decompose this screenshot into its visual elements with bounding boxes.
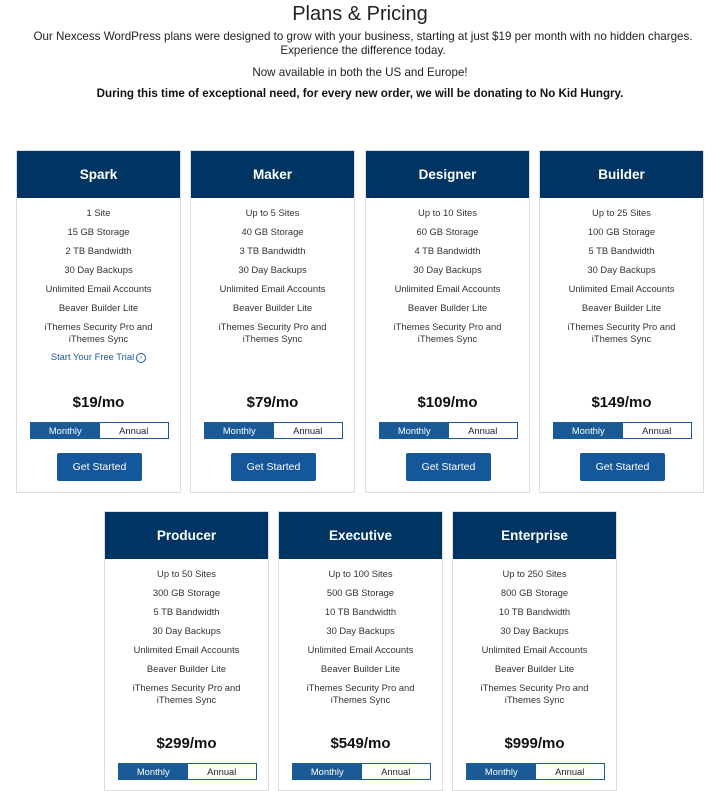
feature-bandwidth: 5 TB Bandwidth [588,245,655,256]
get-started-button[interactable]: Get Started [231,453,316,481]
feature-builder: Beaver Builder Lite [232,302,313,313]
billing-toggle[interactable] [466,763,605,780]
feature-email: Unlimited Email Accounts [481,644,588,655]
feature-storage: 500 GB Storage [326,587,395,598]
page-title: Plans & Pricing [292,3,428,25]
feature-security: iThemes Security Pro and iThemes Sync [132,682,241,705]
feature-list [366,207,529,351]
feature-bandwidth: 2 TB Bandwidth [65,245,132,256]
plan-price: $549/mo [330,735,391,752]
feature-builder: Beaver Builder Lite [581,302,662,313]
feature-backups: 30 Day Backups [326,625,395,636]
feature-list [453,568,616,712]
billing-toggle[interactable] [118,763,257,780]
feature-builder: Beaver Builder Lite [146,663,227,674]
feature-backups: 30 Day Backups [587,264,656,275]
billing-annual-option[interactable]: Annual [362,764,431,779]
billing-monthly-option[interactable]: Monthly [119,764,188,779]
intro-section [0,0,720,100]
feature-security: iThemes Security Pro and iThemes Sync [567,321,676,344]
feature-storage: 40 GB Storage [241,226,304,237]
plan-price: $109/mo [417,394,478,411]
availability-text: Now available in both the US and Europe! [252,66,468,79]
billing-monthly-option[interactable]: Monthly [467,764,536,779]
feature-sites: Up to 50 Sites [157,568,216,579]
get-started-button[interactable]: Get Started [406,453,491,481]
billing-toggle[interactable] [204,422,343,439]
feature-backups: 30 Day Backups [64,264,133,275]
feature-security: iThemes Security Pro and iThemes Sync [218,321,327,344]
feature-sites: Up to 5 Sites [245,207,300,218]
billing-annual-option[interactable]: Annual [623,423,692,438]
feature-security: iThemes Security Pro and iThemes Sync [306,682,415,705]
plan-name: Executive [279,512,442,559]
billing-monthly-option[interactable]: Monthly [293,764,362,779]
billing-annual-option[interactable]: Annual [449,423,518,438]
plan-card-enterprise [452,511,617,791]
feature-storage: 60 GB Storage [416,226,479,237]
billing-toggle[interactable] [553,422,692,439]
billing-annual-option[interactable]: Annual [100,423,169,438]
feature-sites: Up to 10 Sites [418,207,477,218]
feature-list [105,568,268,712]
plan-price: $79/mo [246,394,299,411]
feature-bandwidth: 3 TB Bandwidth [239,245,306,256]
billing-annual-option[interactable]: Annual [536,764,605,779]
plan-card-executive [278,511,443,791]
feature-storage: 800 GB Storage [500,587,569,598]
plan-name: Builder [540,151,703,198]
feature-email: Unlimited Email Accounts [568,283,675,294]
feature-email: Unlimited Email Accounts [307,644,414,655]
feature-backups: 30 Day Backups [413,264,482,275]
plan-price: $299/mo [156,735,217,752]
plan-name: Spark [17,151,180,198]
feature-email: Unlimited Email Accounts [45,283,152,294]
feature-bandwidth: 10 TB Bandwidth [324,606,397,617]
feature-list [279,568,442,712]
plan-name: Producer [105,512,268,559]
billing-toggle[interactable] [30,422,169,439]
billing-monthly-option[interactable]: Monthly [205,423,274,438]
feature-backups: 30 Day Backups [152,625,221,636]
feature-bandwidth: 4 TB Bandwidth [414,245,481,256]
billing-annual-option[interactable]: Annual [274,423,343,438]
get-started-button[interactable]: Get Started [580,453,665,481]
feature-email: Unlimited Email Accounts [219,283,326,294]
feature-sites: Up to 100 Sites [328,568,393,579]
billing-monthly-option[interactable]: Monthly [31,423,100,438]
plan-card-designer [365,150,530,493]
arrow-right-circle-icon: › [136,353,146,363]
billing-toggle[interactable] [292,763,431,780]
get-started-button[interactable]: Get Started [57,453,142,481]
plan-card-builder [539,150,704,493]
billing-monthly-option[interactable]: Monthly [380,423,449,438]
feature-builder: Beaver Builder Lite [494,663,575,674]
feature-storage: 15 GB Storage [67,226,130,237]
feature-list [540,207,703,351]
feature-bandwidth: 5 TB Bandwidth [153,606,220,617]
plan-name: Designer [366,151,529,198]
feature-storage: 100 GB Storage [587,226,656,237]
feature-storage: 300 GB Storage [152,587,221,598]
feature-security: iThemes Security Pro and iThemes Sync [44,321,153,344]
feature-builder: Beaver Builder Lite [58,302,139,313]
feature-sites: 1 Site [86,207,111,218]
plan-name: Enterprise [453,512,616,559]
plan-price: $149/mo [591,394,652,411]
billing-annual-option[interactable]: Annual [188,764,257,779]
donation-text: During this time of exceptional need, for every new order, we will be donating to No Kid Hungry. [96,87,624,100]
plan-card-spark [16,150,181,493]
plan-price: $999/mo [504,735,565,752]
feature-backups: 30 Day Backups [500,625,569,636]
free-trial-label: Start Your Free Trial [50,351,135,362]
billing-monthly-option[interactable]: Monthly [554,423,623,438]
plan-card-producer [104,511,269,791]
feature-security: iThemes Security Pro and iThemes Sync [393,321,502,344]
feature-email: Unlimited Email Accounts [394,283,501,294]
feature-bandwidth: 10 TB Bandwidth [498,606,571,617]
feature-sites: Up to 250 Sites [502,568,567,579]
feature-list [17,207,180,363]
plan-name: Maker [191,151,354,198]
feature-builder: Beaver Builder Lite [407,302,488,313]
feature-list [191,207,354,351]
feature-email: Unlimited Email Accounts [133,644,240,655]
plan-card-maker [190,150,355,493]
feature-sites: Up to 25 Sites [592,207,651,218]
free-trial-link[interactable] [17,351,180,363]
feature-builder: Beaver Builder Lite [320,663,401,674]
intro-text: Our Nexcess WordPress plans were designed to grow with your business, starting at just $19 per month with no hidden charges. Experience the difference today. [33,30,693,57]
feature-backups: 30 Day Backups [238,264,307,275]
feature-security: iThemes Security Pro and iThemes Sync [480,682,589,705]
plan-price: $19/mo [72,394,125,411]
billing-toggle[interactable] [379,422,518,439]
